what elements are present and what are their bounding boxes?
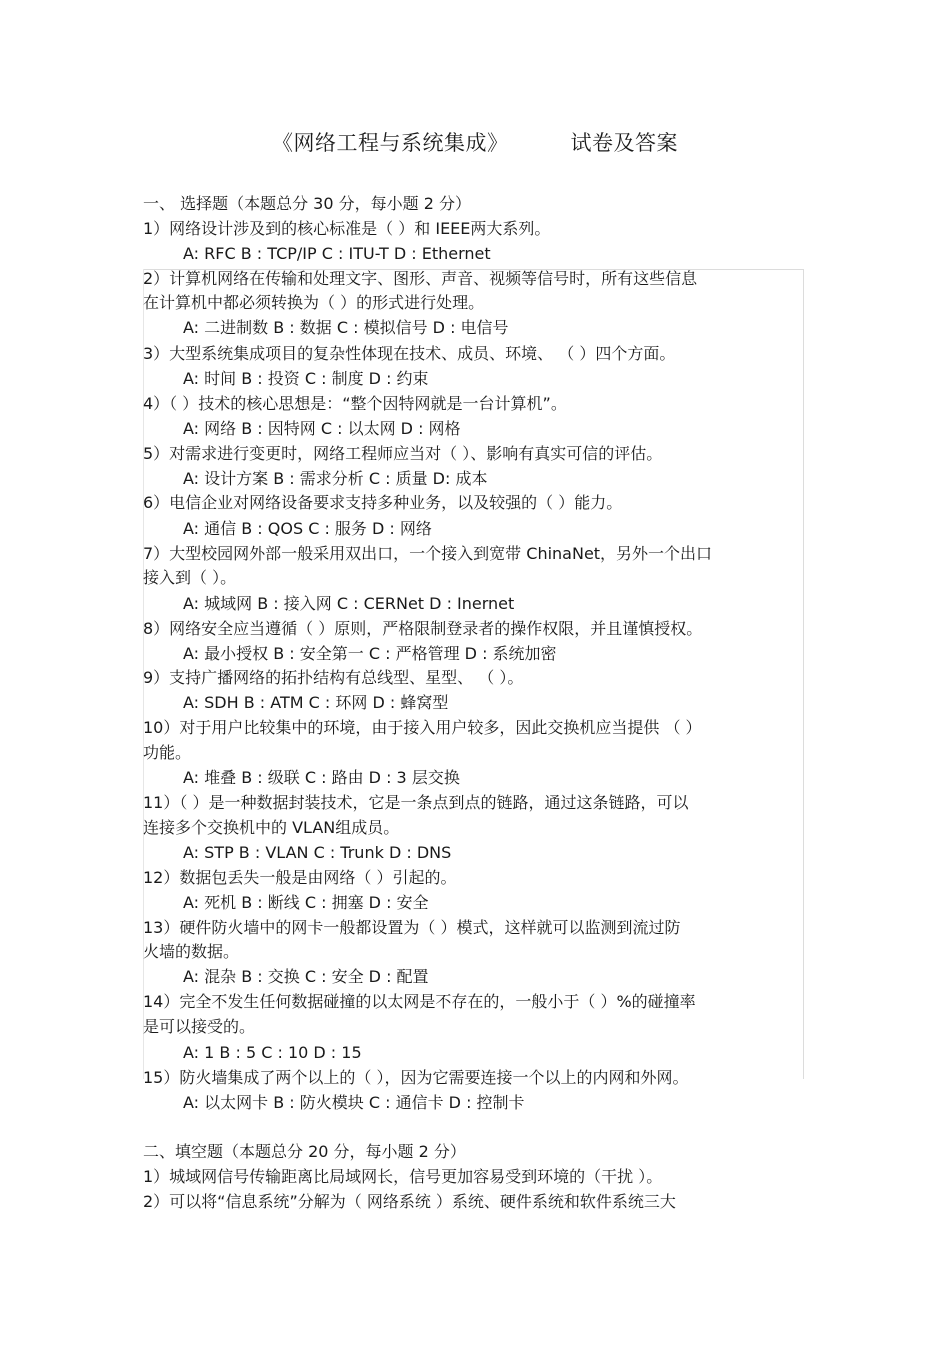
answer-options: A: 网络 B : 因特网 C : 以太网 D : 网格 xyxy=(183,419,461,438)
question-line: 9）支持广播网络的拓扑结构有总线型、星型、 （ ）。 xyxy=(143,668,524,687)
question-line: 7）大型校园网外部一般采用双出口，一个接入到宽带 ChinaNet，另外一个出口 xyxy=(143,544,713,563)
answer-options: A: 死机 B : 断线 C : 拥塞 D : 安全 xyxy=(183,893,429,912)
question-line: 11）（ ）是一种数据封装技术，它是一条点到点的链路，通过这条链路，可以 xyxy=(143,793,689,812)
section-heading-choice: 一、 选择题（本题总分 30 分，每小题 2 分） xyxy=(143,194,471,213)
question-line: 12）数据包丢失一般是由网络（ ）引起的。 xyxy=(143,868,457,887)
answer-options: A: 二进制数 B : 数据 C : 模拟信号 D : 电信号 xyxy=(183,318,509,337)
title-suffix: 试卷及答案 xyxy=(570,131,678,155)
answer-options: A: STP B : VLAN C : Trunk D : DNS xyxy=(183,843,452,862)
question-line: 连接多个交换机中的 VLAN组成员。 xyxy=(143,818,400,837)
question-line: 3）大型系统集成项目的复杂性体现在技术、成员、环境、 （ ）四个方面。 xyxy=(143,344,676,363)
question-line: 4）（ ）技术的核心思想是：“整个因特网就是一台计算机”。 xyxy=(143,394,567,413)
question-line: 10）对于用户比较集中的环境，由于接入用户较多，因此交换机应当提供 （ ） xyxy=(143,718,702,737)
section-heading-fill: 二、填空题（本题总分 20 分，每小题 2 分） xyxy=(143,1142,466,1161)
question-line: 2）可以将“信息系统”分解为（ 网络系统 ）系统、硬件系统和软件系统三大 xyxy=(143,1192,676,1211)
document-title xyxy=(0,127,950,157)
question-line: 火墙的数据。 xyxy=(143,942,240,961)
question-line: 5）对需求进行变更时，网络工程师应当对（ ）、影响有真实可信的评估。 xyxy=(143,444,663,463)
question-line: 是可以接受的。 xyxy=(143,1017,256,1036)
answer-options: A: SDH B : ATM C : 环网 D : 蜂窝型 xyxy=(183,693,449,712)
question-line: 2）计算机网络在传输和处理文字、图形、声音、视频等信号时，所有这些信息 xyxy=(143,269,698,288)
question-line: 接入到（ ）。 xyxy=(143,568,237,587)
answer-options: A: 时间 B : 投资 C : 制度 D : 约束 xyxy=(183,369,429,388)
answer-options: A: 设计方案 B : 需求分析 C : 质量 D: 成本 xyxy=(183,469,488,488)
answer-options: A: 1 B : 5 C : 10 D : 15 xyxy=(183,1043,362,1062)
question-line: 8）网络安全应当遵循（ ）原则，严格限制登录者的操作权限，并且谨慎授权。 xyxy=(143,619,703,638)
question-line: 在计算机中都必须转换为（ ）的形式进行处理。 xyxy=(143,293,485,312)
question-line: 1）城域网信号传输距离比局域网长，信号更加容易受到环境的（干扰 ）。 xyxy=(143,1167,663,1186)
answer-options: A: 通信 B : QOS C : 服务 D : 网络 xyxy=(183,519,432,538)
answer-options: A: 最小授权 B : 安全第一 C : 严格管理 D : 系统加密 xyxy=(183,644,557,663)
question-line: 13）硬件防火墙中的网卡一般都设置为（ ）模式，这样就可以监测到流过防 xyxy=(143,918,681,937)
question-line: 1）网络设计涉及到的核心标准是（ ）和 IEEE两大系列。 xyxy=(143,219,551,238)
answer-options: A: 以太网卡 B : 防火模块 C : 通信卡 D : 控制卡 xyxy=(183,1093,525,1112)
question-line: 6）电信企业对网络设备要求支持多种业务，以及较强的（ ）能力。 xyxy=(143,493,623,512)
answer-options: A: RFC B : TCP/IP C : ITU-T D : Ethernet xyxy=(183,244,491,263)
frame-right-line xyxy=(803,269,804,1079)
title-main: 《网络工程与系统集成》 xyxy=(272,131,509,155)
question-line: 14）完全不发生任何数据碰撞的以太网是不存在的，一般小于（ ）%的碰撞率 xyxy=(143,992,696,1011)
question-line: 功能。 xyxy=(143,743,192,762)
answer-options: A: 城域网 B : 接入网 C : CERNet D : Inernet xyxy=(183,594,515,613)
answer-options: A: 混杂 B : 交换 C : 安全 D : 配置 xyxy=(183,967,429,986)
question-line: 15）防火墙集成了两个以上的（ ），因为它需要连接一个以上的内网和外网。 xyxy=(143,1068,689,1087)
answer-options: A: 堆叠 B : 级联 C : 路由 D : 3 层交换 xyxy=(183,768,460,787)
